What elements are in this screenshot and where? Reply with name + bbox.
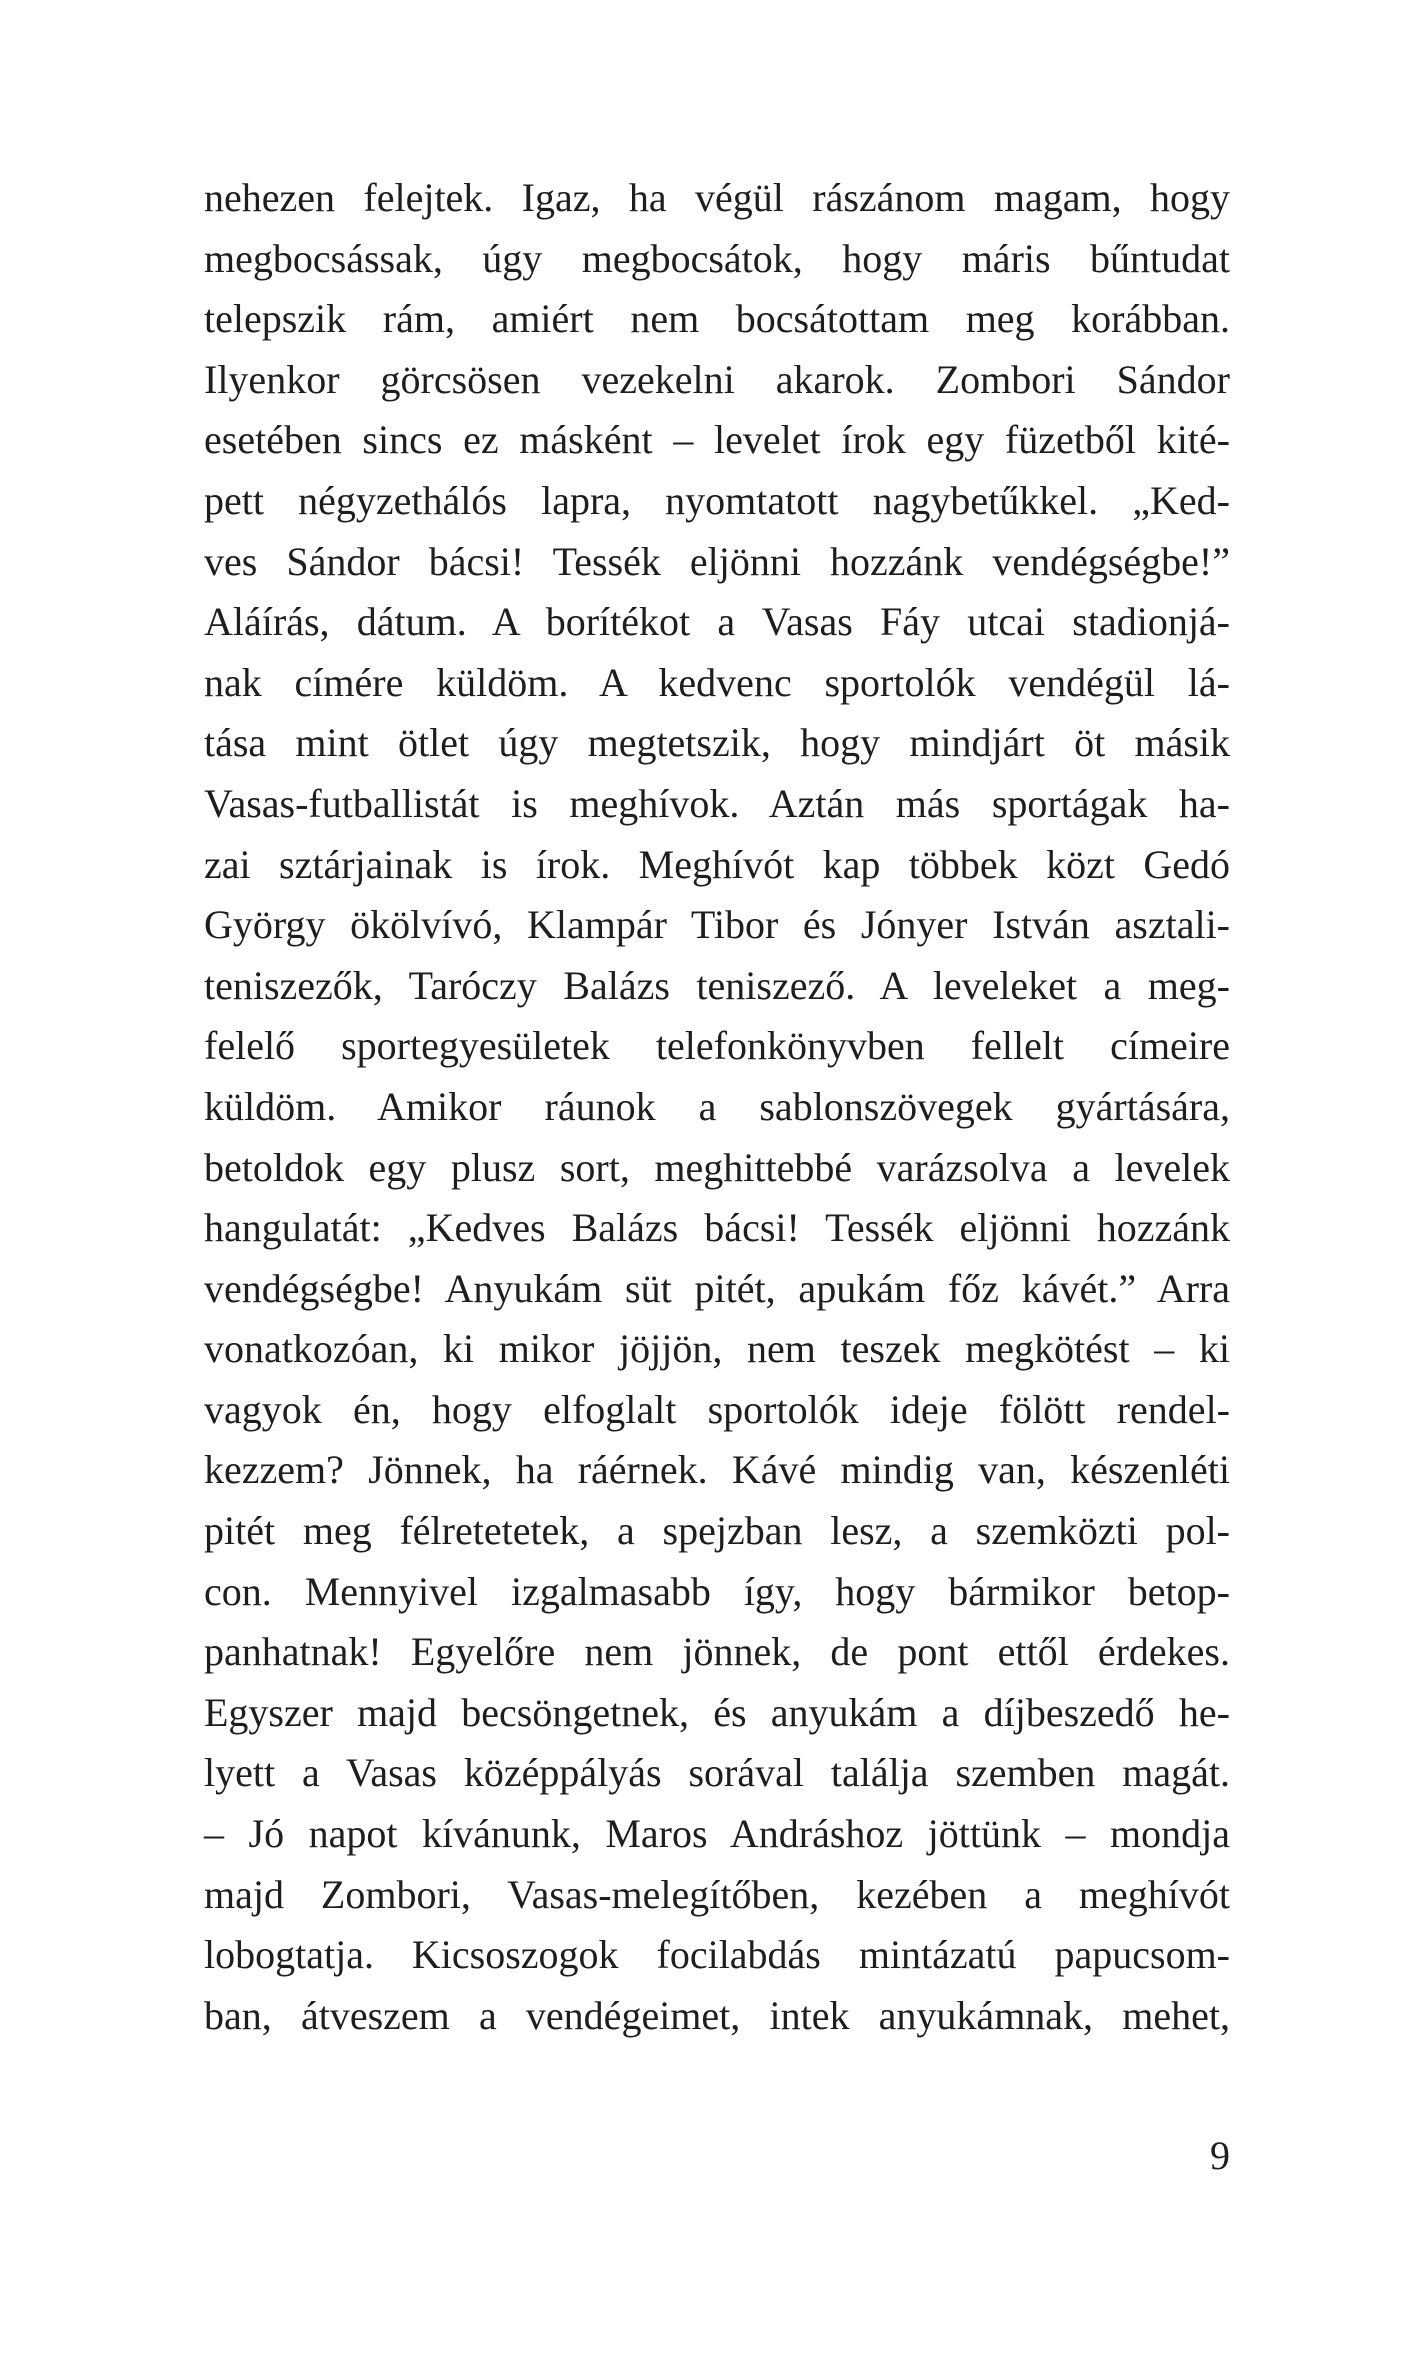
text-line-14: teniszezők, Taróczy Balázs teniszező. A leveleket a meg- bbox=[204, 962, 1230, 1008]
text-line-24: con. Mennyivel izgalmasabb így, hogy bármikor betop- bbox=[204, 1568, 1230, 1614]
text-line-31: ban, átveszem a vendégeimet, intek anyukámnak, mehet, bbox=[204, 1992, 1230, 2038]
text-line-2: megbocsássak, úgy megbocsátok, hogy máris bűntudat bbox=[204, 235, 1230, 281]
text-line-11: Vasas-futballistát is meghívok. Aztán más sportágak ha- bbox=[204, 780, 1230, 826]
text-line-22: kezzem? Jönnek, ha ráérnek. Kávé mindig van, készenléti bbox=[204, 1447, 1230, 1493]
text-line-7: ves Sándor bácsi! Tessék eljönni hozzánk vendégségbe!” bbox=[204, 538, 1230, 584]
text-line-16: küldöm. Amikor ráunok a sablonszövegek gyártására, bbox=[204, 1083, 1230, 1129]
text-line-12: zai sztárjainak is írok. Meghívót kap többek közt Gedó bbox=[204, 841, 1230, 887]
page-number: 9 bbox=[1210, 2133, 1230, 2178]
text-line-5: esetében sincs ez másként – levelet írok egy füzetből kité- bbox=[204, 417, 1230, 463]
text-line-18: hangulatát: „Kedves Balázs bácsi! Tessék eljönni hozzánk bbox=[204, 1205, 1230, 1251]
text-line-15: felelő sportegyesületek telefonkönyvben fellelt címeire bbox=[204, 1023, 1230, 1069]
text-line-30: lobogtatja. Kicsoszogok focilabdás mintázatú papucsom- bbox=[204, 1932, 1230, 1978]
text-line-21: vagyok én, hogy elfoglalt sportolók ideje fölött rendel- bbox=[204, 1386, 1230, 1432]
text-line-1: nehezen felejtek. Igaz, ha végül rászánom magam, hogy bbox=[204, 175, 1230, 220]
text-line-9: nak címére küldöm. A kedvenc sportolók vendégül lá- bbox=[204, 659, 1230, 705]
text-line-23: pitét meg félretetetek, a spejzban lesz, a szemközti pol- bbox=[204, 1508, 1230, 1554]
text-line-3: telepszik rám, amiért nem bocsátottam meg korábban. bbox=[204, 296, 1230, 342]
text-line-13: György ökölvívó, Klampár Tibor és Jónyer István asztali- bbox=[204, 902, 1230, 948]
text-line-19: vendégségbe! Anyukám süt pitét, apukám főz kávét.” Arra bbox=[204, 1265, 1230, 1311]
text-line-29: majd Zombori, Vasas-melegítőben, kezében a meghívót bbox=[204, 1871, 1230, 1917]
text-line-10: tása mint ötlet úgy megtetszik, hogy mindjárt öt másik bbox=[204, 720, 1230, 766]
text-line-20: vonatkozóan, ki mikor jöjjön, nem teszek megkötést – ki bbox=[204, 1326, 1230, 1372]
text-line-26: Egyszer majd becsöngetnek, és anyukám a díjbeszedő he- bbox=[204, 1689, 1230, 1735]
text-line-17: betoldok egy plusz sort, meghittebbé varázsolva a levelek bbox=[204, 1144, 1230, 1190]
text-line-27: lyett a Vasas középpályás sorával találja szemben magát. bbox=[204, 1750, 1230, 1796]
body-text bbox=[204, 168, 1230, 2046]
text-line-25: panhatnak! Egyelőre nem jönnek, de pont ettől érdekes. bbox=[204, 1629, 1230, 1675]
text-line-28: – Jó napot kívánunk, Maros Andráshoz jöttünk – mondja bbox=[204, 1811, 1230, 1857]
text-line-4: Ilyenkor görcsösen vezekelni akarok. Zombori Sándor bbox=[204, 356, 1230, 402]
text-line-6: pett négyzethálós lapra, nyomtatott nagybetűkkel. „Ked- bbox=[204, 477, 1230, 523]
text-line-8: Aláírás, dátum. A borítékot a Vasas Fáy utcai stadionjá- bbox=[204, 599, 1230, 645]
